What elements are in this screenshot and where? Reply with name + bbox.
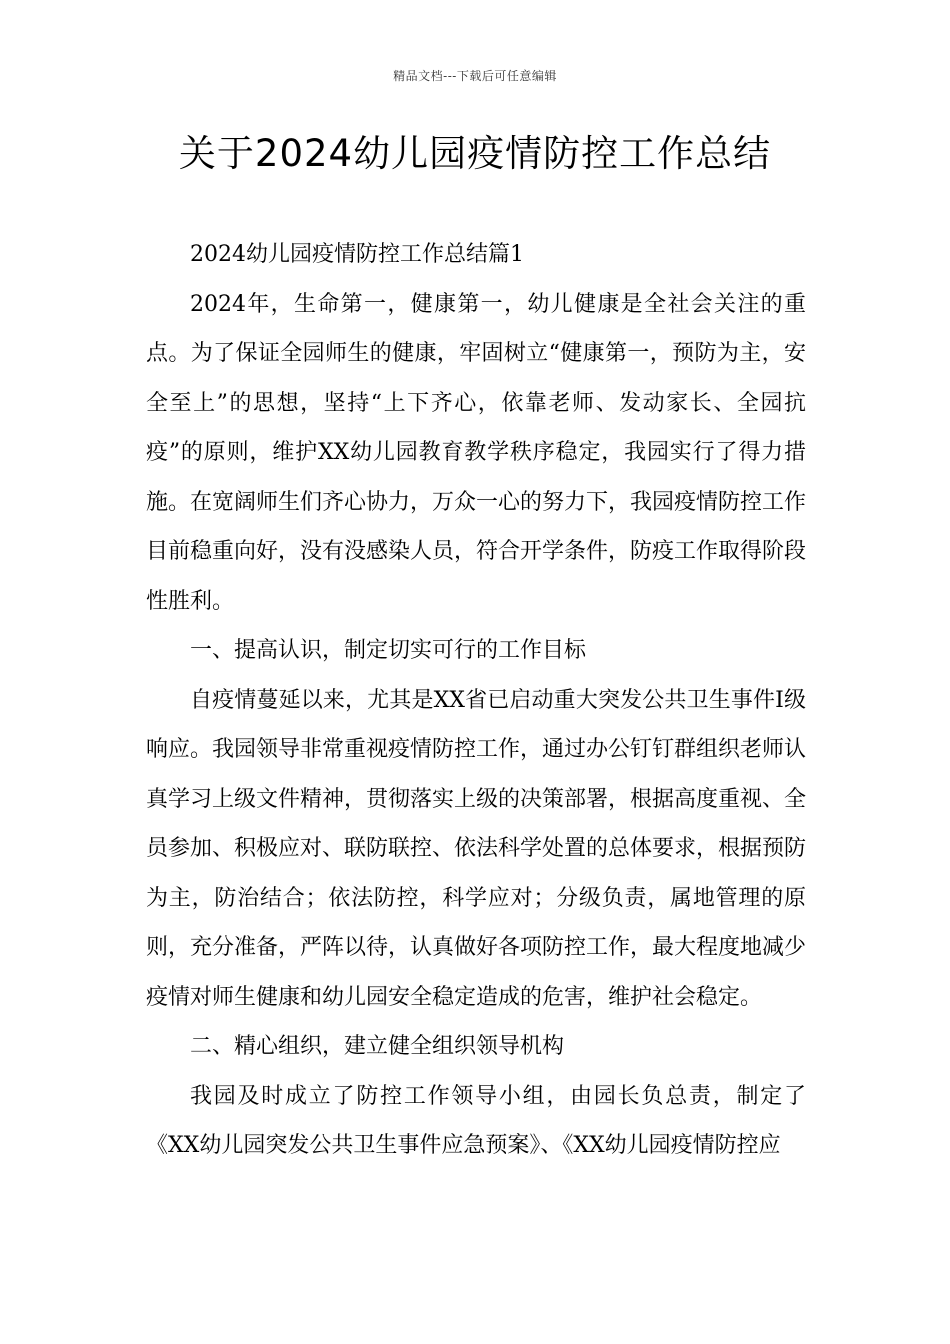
section-subtitle: 2024幼儿园疫情防控工作总结篇1 xyxy=(190,242,524,267)
heading-section-2: 二、精心组织，建立健全组织领导机构 xyxy=(190,1034,565,1059)
paragraph-section-1: 自疫情蔓延以来，尤其是XX省已启动重大突发公共卫生事件I级响应。我园领导非常重视疫情防控工作，通过办公钉钉群组织老师认真学习上级文件精神，贯彻落实上级的决策部署，根据高度重视、全员参加、积极应对、联防联控、依法科学处置的总体要求，根据预防为主，防治结合；依法防控，科学应对；分级负责，属地管理的原则，充分准备，严阵以待，认真做好各项防控工作，最大程度地减少疫情对师生健康和幼儿园安全稳定造成的危害，维护社会稳定。 xyxy=(146,687,807,1010)
heading-section-1: 一、提高认识，制定切实可行的工作目标 xyxy=(190,638,587,663)
paragraph-intro: 2024年，生命第一，健康第一，幼儿健康是全社会关注的重点。为了保证全园师生的健康，牢固树立“健康第一，预防为主，安全至上”的思想，坚持“上下齐心，依靠老师、发动家长、全园抗疫”的原则，维护XX幼儿园教育教学秩序稳定，我园实行了得力措施。在宽阔师生们齐心协力，万众一心的努力下，我园疫情防控工作目前稳重向好，没有没感染人员，符合开学条件，防疫工作取得阶段性胜利。 xyxy=(146,291,807,614)
header-note: 精品文档---下载后可任意编辑 xyxy=(393,69,557,83)
document-body xyxy=(146,230,806,1171)
paragraph-section-2: 我园及时成立了防控工作领导小组，由园长负总责，制定了《XX幼儿园突发公共卫生事件应急预案》、《XX幼儿园疫情防控应 xyxy=(146,1083,806,1158)
document-title: 关于2024幼儿园疫情防控工作总结 xyxy=(178,132,772,175)
